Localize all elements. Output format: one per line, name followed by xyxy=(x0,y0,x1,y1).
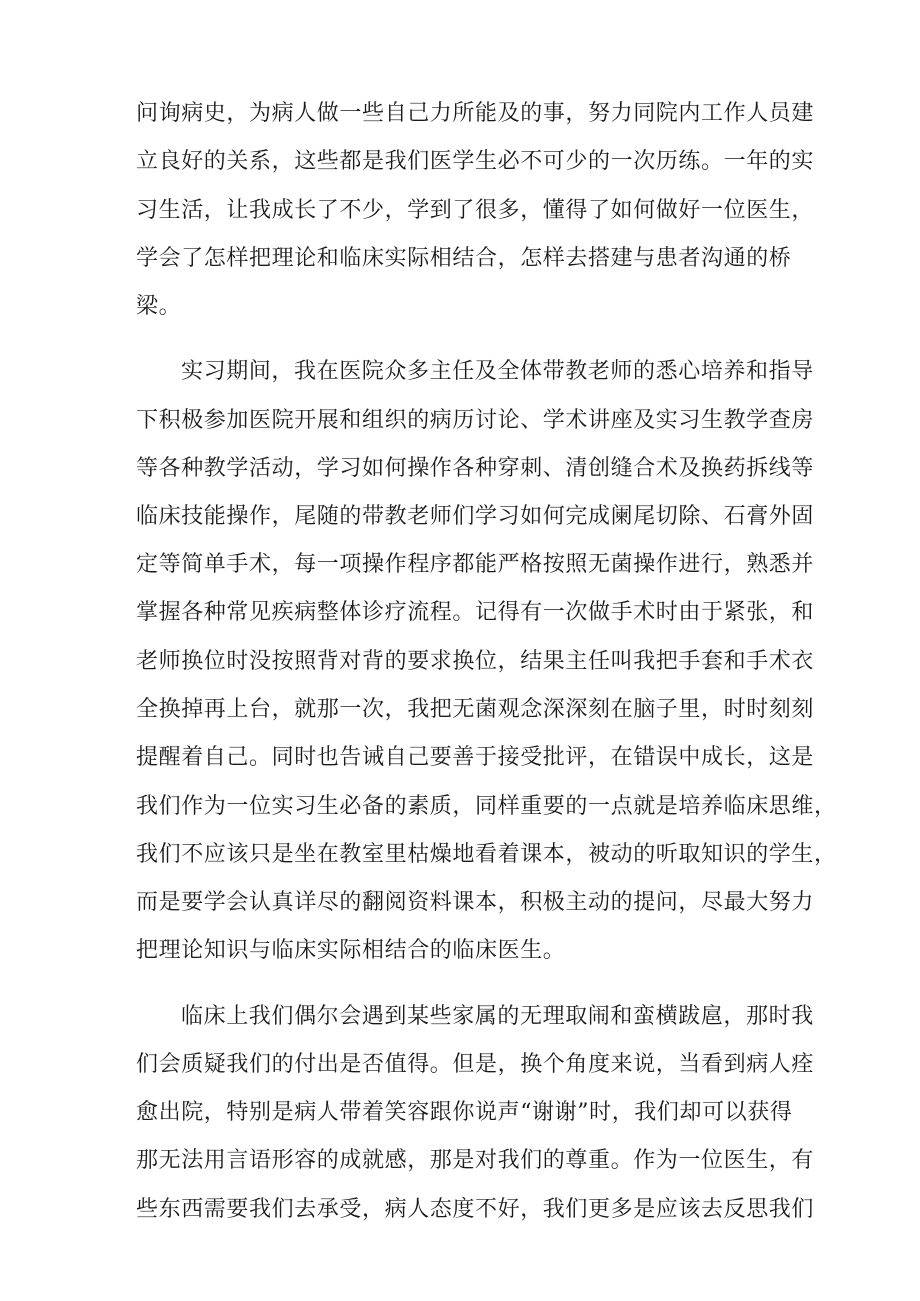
text-line: 学会了怎样把理论和临床实际相结合，怎样去搭建与患者沟通的桥 xyxy=(136,246,792,271)
text-line: 下积极参加医院开展和组织的病历讨论、学术讲座及实习生教学查房 xyxy=(136,408,815,433)
text-line: 那无法用言语形容的成就感，那是对我们的尊重。作为一位医生，有 xyxy=(136,1148,815,1173)
text-line: 提醒着自己。同时也告诫自己要善于接受批评，在错误中成长，这是 xyxy=(136,745,815,770)
text-line: 定等简单手术，每一项操作程序都能严格按照无菌操作进行，熟悉并 xyxy=(136,552,815,577)
text-line: 些东西需要我们去承受，病人态度不好，我们更多是应该去反思我们 xyxy=(136,1197,815,1222)
text-line: 全换掉再上台，就那一次，我把无菌观念深深刻在脑子里，时时刻刻 xyxy=(136,697,815,722)
text-line: 实习期间，我在医院众多主任及全体带教老师的悉心培养和指导 xyxy=(181,359,814,384)
text-line: 习生活，让我成长了不少，学到了很多，懂得了如何做好一位医生， xyxy=(136,198,815,223)
text-line: 把理论知识与临床实际相结合的临床医生。 xyxy=(136,938,566,963)
text-line: 我们作为一位实习生必备的素质，同样重要的一点就是培养临床思维， xyxy=(136,794,837,819)
text-line: 我们不应该只是坐在教室里枯燥地看着课本，被动的听取知识的学生， xyxy=(136,842,837,867)
text-line: 立良好的关系，这些都是我们医学生必不可少的一次历练。一年的实 xyxy=(136,149,815,174)
text-line: 而是要学会认真详尽的翻阅资料课本，积极主动的提问，尽最大努力 xyxy=(136,890,815,915)
text-line: 等各种教学活动，学习如何操作各种穿刺、清创缝合术及换药拆线等 xyxy=(136,456,815,481)
text-line: 问询病史，为病人做一些自己力所能及的事，努力同院内工作人员建 xyxy=(136,101,815,126)
text-line: 们会质疑我们的付出是否值得。但是，换个角度来说，当看到病人痊 xyxy=(136,1052,815,1077)
text-line: 临床上我们偶尔会遇到某些家属的无理取闹和蛮横跋扈，那时我 xyxy=(181,1004,814,1029)
text-line: 愈出院，特别是病人带着笑容跟你说声“谢谢”时，我们却可以获得 xyxy=(136,1100,793,1125)
text-line: 临床技能操作，尾随的带教老师们学习如何完成阑尾切除、石膏外固 xyxy=(136,504,815,529)
text-line: 掌握各种常见疾病整体诊疗流程。记得有一次做手术时由于紧张，和 xyxy=(136,600,815,625)
text-line: 老师换位时没按照背对背的要求换位，结果主任叫我把手套和手术衣 xyxy=(136,649,815,674)
text-line: 梁。 xyxy=(136,294,182,319)
